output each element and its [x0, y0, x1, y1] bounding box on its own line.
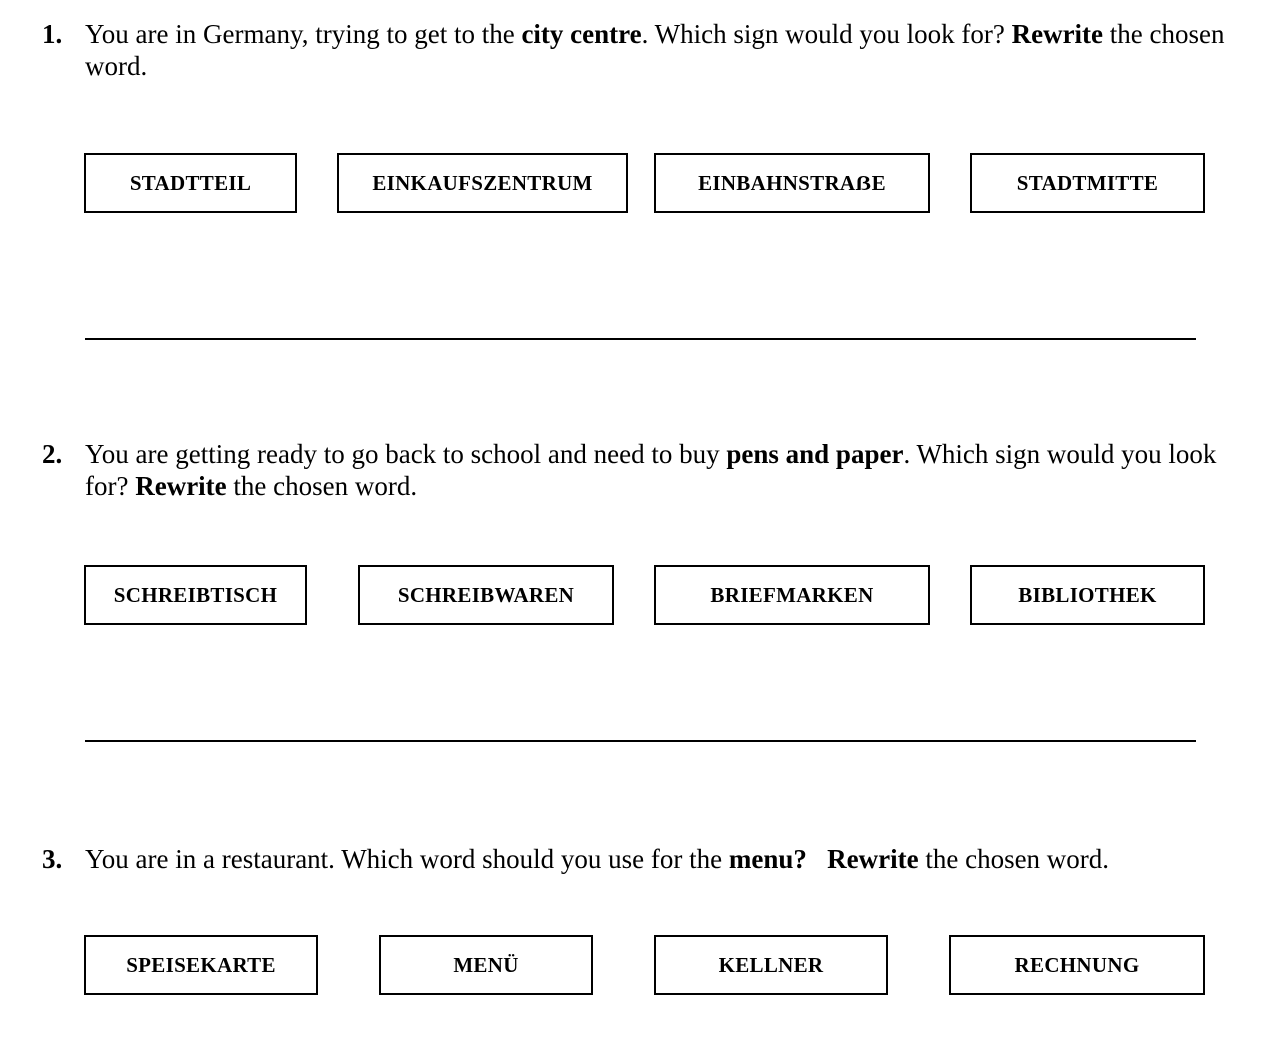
question-text	[85, 18, 1235, 82]
question-number: 3.	[42, 844, 63, 874]
sign-option[interactable]: EINBAHNSTRAẞE	[654, 153, 930, 213]
question-text-part: You are in a restaurant. Which word should you use for the	[85, 844, 729, 874]
question-keyword: Rewrite	[827, 844, 919, 874]
question-text	[85, 843, 1235, 875]
question-text-part: You are in Germany, trying to get to the	[85, 19, 522, 49]
question-keyword: Rewrite	[135, 471, 227, 501]
answer-line[interactable]	[85, 740, 1196, 742]
question-text-part: the chosen word.	[918, 844, 1110, 874]
question-text-part: the chosen word.	[85, 19, 1225, 81]
sign-option[interactable]: EINKAUFSZENTRUM	[337, 153, 628, 213]
answer-line[interactable]	[85, 338, 1196, 340]
question-text	[85, 438, 1235, 502]
question-text-part: the chosen word.	[226, 471, 418, 501]
question-text-part: You are getting ready to go back to school and need to buy	[85, 439, 727, 469]
question-text-part: . Which sign would you look for?	[85, 439, 1217, 501]
sign-option[interactable]: SPEISEKARTE	[84, 935, 318, 995]
sign-option[interactable]: MENÜ	[379, 935, 593, 995]
sign-option[interactable]: STADTMITTE	[970, 153, 1205, 213]
sign-option[interactable]: SCHREIBTISCH	[84, 565, 307, 625]
question-keyword: pens and paper	[726, 439, 904, 469]
question-text-part	[807, 844, 827, 874]
question-keyword: Rewrite	[1011, 19, 1104, 49]
question-keyword: city centre	[521, 19, 642, 49]
question-text-part: . Which sign would you look for?	[641, 19, 1012, 49]
question-number: 2.	[42, 439, 63, 469]
question-keyword: menu?	[728, 844, 807, 874]
sign-option[interactable]: STADTTEIL	[84, 153, 297, 213]
sign-option[interactable]: KELLNER	[654, 935, 888, 995]
sign-option[interactable]: RECHNUNG	[949, 935, 1205, 995]
sign-option[interactable]: SCHREIBWAREN	[358, 565, 614, 625]
sign-option[interactable]: BIBLIOTHEK	[970, 565, 1205, 625]
sign-option[interactable]: BRIEFMARKEN	[654, 565, 930, 625]
question-number: 1.	[42, 19, 63, 49]
